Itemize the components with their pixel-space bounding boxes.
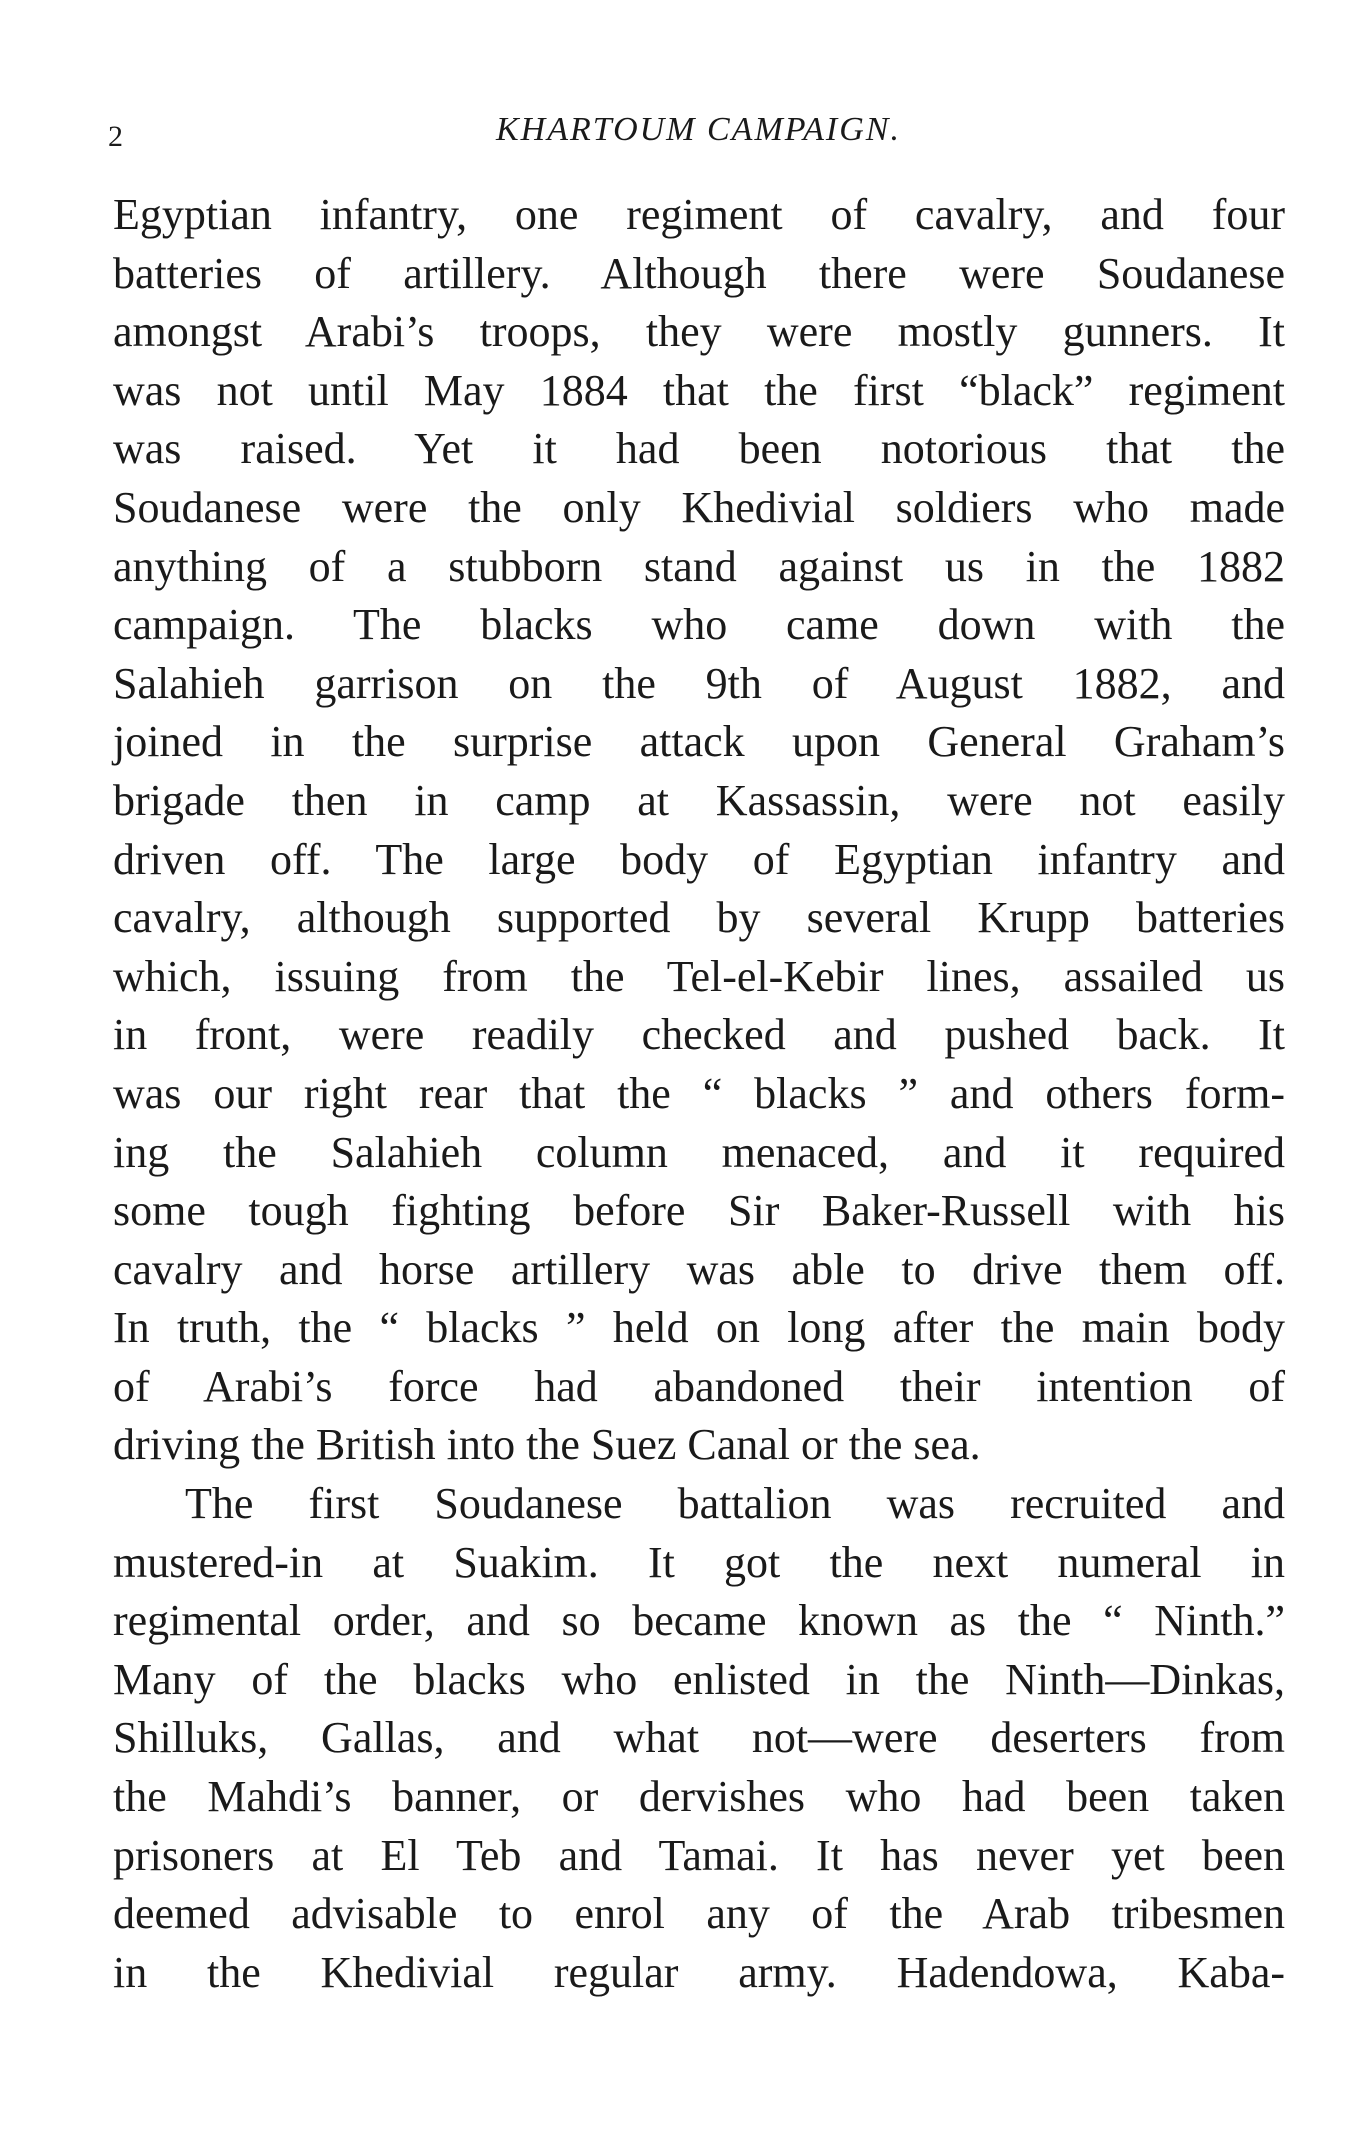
text-line: Soudanese were the only Khedivial soldiers who made — [113, 482, 1285, 532]
page-number: 2 — [108, 120, 123, 153]
text-line: of Arabi’s force had abandoned their intention of — [113, 1361, 1285, 1411]
text-line: In truth, the “ blacks ” held on long after the main body — [113, 1303, 1285, 1353]
text-line: campaign. The blacks who came down with the — [113, 600, 1285, 650]
text-line: deemed advisable to enrol any of the Arab tribesmen — [113, 1889, 1285, 1939]
text-line: which, issuing from the Tel-el-Kebir lines, assailed us — [113, 951, 1285, 1001]
body-text — [113, 186, 1285, 2002]
text-line: Egyptian infantry, one regiment of cavalry, and four — [113, 190, 1285, 239]
text-line: Many of the blacks who enlisted in the Ninth—Dinkas, — [113, 1654, 1285, 1704]
running-title: KHARTOUM CAMPAIGN. — [496, 111, 901, 148]
text-line: the Mahdi’s banner, or dervishes who had been taken — [113, 1772, 1285, 1822]
text-line: cavalry and horse artillery was able to drive them off. — [113, 1244, 1285, 1294]
text-line: joined in the surprise attack upon General Graham’s — [113, 717, 1285, 767]
text-line: Shilluks, Gallas, and what not—were deserters from — [113, 1713, 1285, 1763]
text-line: in front, were readily checked and pushed back. It — [113, 1010, 1285, 1060]
text-line: was raised. Yet it had been notorious that the — [113, 424, 1285, 474]
text-line: mustered-in at Suakim. It got the next numeral in — [113, 1537, 1285, 1587]
text-line: driven off. The large body of Egyptian infantry and — [113, 834, 1285, 884]
text-line: in the Khedivial regular army. Hadendowa, Kaba- — [113, 1947, 1285, 1997]
text-line: cavalry, although supported by several Krupp batteries — [113, 893, 1285, 943]
text-line: brigade then in camp at Kassassin, were not easily — [113, 775, 1285, 825]
text-line: was not until May 1884 that the first “black” regiment — [113, 365, 1285, 415]
text-line: prisoners at El Teb and Tamai. It has never yet been — [113, 1830, 1285, 1880]
text-line: Salahieh garrison on the 9th of August 1882, and — [113, 658, 1285, 708]
text-line: some tough fighting before Sir Baker-Russell with his — [113, 1186, 1285, 1236]
text-line: ing the Salahieh column menaced, and it required — [113, 1127, 1285, 1177]
paragraph-first-line: The first Soudanese battalion was recruited and — [185, 1479, 1285, 1529]
paragraph-last-line: driving the British into the Suez Canal or the sea. — [113, 1420, 981, 1470]
text-line: was our right rear that the “ blacks ” and others form- — [113, 1068, 1285, 1118]
text-line: batteries of artillery. Although there were Soudanese — [113, 248, 1285, 298]
text-line: regimental order, and so became known as the “ Ninth.” — [113, 1596, 1285, 1646]
text-line: anything of a stubborn stand against us in the 1882 — [113, 541, 1285, 591]
text-line: amongst Arabi’s troops, they were mostly gunners. It — [113, 307, 1285, 357]
